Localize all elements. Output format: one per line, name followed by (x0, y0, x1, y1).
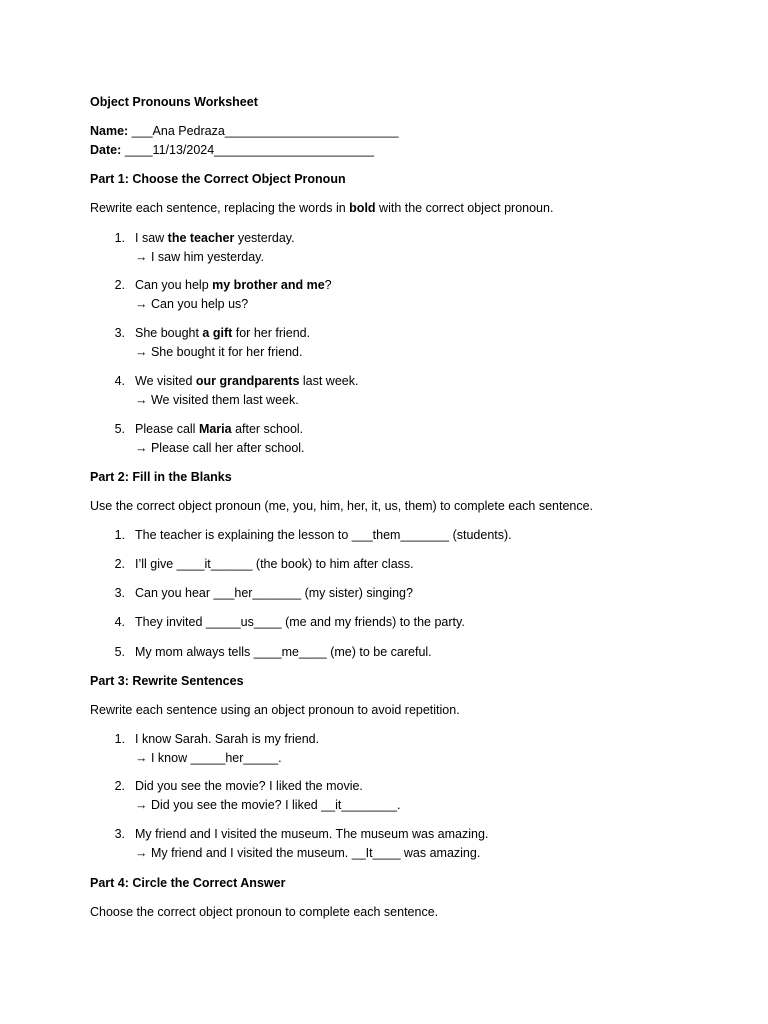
part3-heading: Part 3: Rewrite Sentences (90, 674, 244, 688)
item-number: 3. (114, 586, 125, 600)
item-answer: → She bought it for her friend. (135, 345, 303, 359)
item-answer: → I know _____her_____. (135, 751, 282, 765)
item-number: 3. (114, 326, 125, 340)
item-number: 1. (114, 231, 125, 245)
part1-instr-bold: bold (349, 201, 376, 215)
item-number: 3. (114, 827, 125, 841)
item-number: 4. (114, 374, 125, 388)
item-answer: → We visited them last week. (135, 393, 299, 407)
item-sentence: They invited _____us____ (me and my friends) to the party. (135, 615, 465, 629)
item-sentence: I’ll give ____it______ (the book) to him after class. (135, 557, 414, 571)
item-sentence: Can you hear ___her_______ (my sister) singing? (135, 586, 413, 600)
item-number: 4. (114, 615, 125, 629)
item-sentence: I know Sarah. Sarah is my friend. (135, 732, 320, 746)
item-number: 1. (114, 732, 125, 746)
date-label: Date: (90, 143, 122, 157)
part1-instructions (90, 199, 553, 218)
item-sentence: The teacher is explaining the lesson to ___them_______ (students). (135, 528, 512, 542)
part3-instructions: Rewrite each sentence using an object pronoun to avoid repetition. (90, 703, 460, 717)
item-number: 1. (114, 528, 125, 542)
item-sentence: Please call Maria after school. (135, 422, 304, 436)
part4-heading: Part 4: Circle the Correct Answer (90, 876, 286, 890)
date-line (90, 141, 374, 160)
item-sentence: My mom always tells ____me____ (me) to be careful. (135, 645, 432, 659)
name-value: ___Ana Pedraza_________________________ (128, 124, 399, 138)
item-number: 2. (114, 278, 125, 292)
item-number: 2. (114, 779, 125, 793)
item-sentence: I saw the teacher yesterday. (135, 231, 295, 245)
item-answer: → I saw him yesterday. (135, 250, 264, 264)
item-sentence: Can you help my brother and me? (135, 278, 332, 292)
item-sentence: She bought a gift for her friend. (135, 326, 311, 340)
item-answer: → Please call her after school. (135, 441, 305, 455)
item-answer: → My friend and I visited the museum. __It____ was amazing. (135, 846, 481, 860)
part2-heading: Part 2: Fill in the Blanks (90, 470, 232, 484)
item-answer: → Can you help us? (135, 297, 249, 311)
part1-heading: Part 1: Choose the Correct Object Pronoun (90, 172, 346, 186)
item-answer: → Did you see the movie? I liked __it________. (135, 798, 401, 812)
part1-instr-text: Rewrite each sentence, replacing the words in (90, 201, 350, 215)
part1-instr-text-end: with the correct object pronoun. (375, 201, 554, 215)
item-number: 2. (114, 557, 125, 571)
part4-instructions: Choose the correct object pronoun to complete each sentence. (90, 905, 439, 919)
item-number: 5. (114, 422, 125, 436)
item-number: 5. (114, 645, 125, 659)
date-value: ____11/13/2024_______________________ (121, 143, 375, 157)
name-label: Name: (90, 124, 129, 138)
part2-instructions: Use the correct object pronoun (me, you, him, her, it, us, them) to complete each sentence. (90, 499, 594, 513)
item-sentence: We visited our grandparents last week. (135, 374, 359, 388)
item-sentence: Did you see the movie? I liked the movie. (135, 779, 363, 793)
item-sentence: My friend and I visited the museum. The museum was amazing. (135, 827, 489, 841)
name-line (90, 122, 399, 141)
worksheet-title: Object Pronouns Worksheet (90, 95, 258, 109)
